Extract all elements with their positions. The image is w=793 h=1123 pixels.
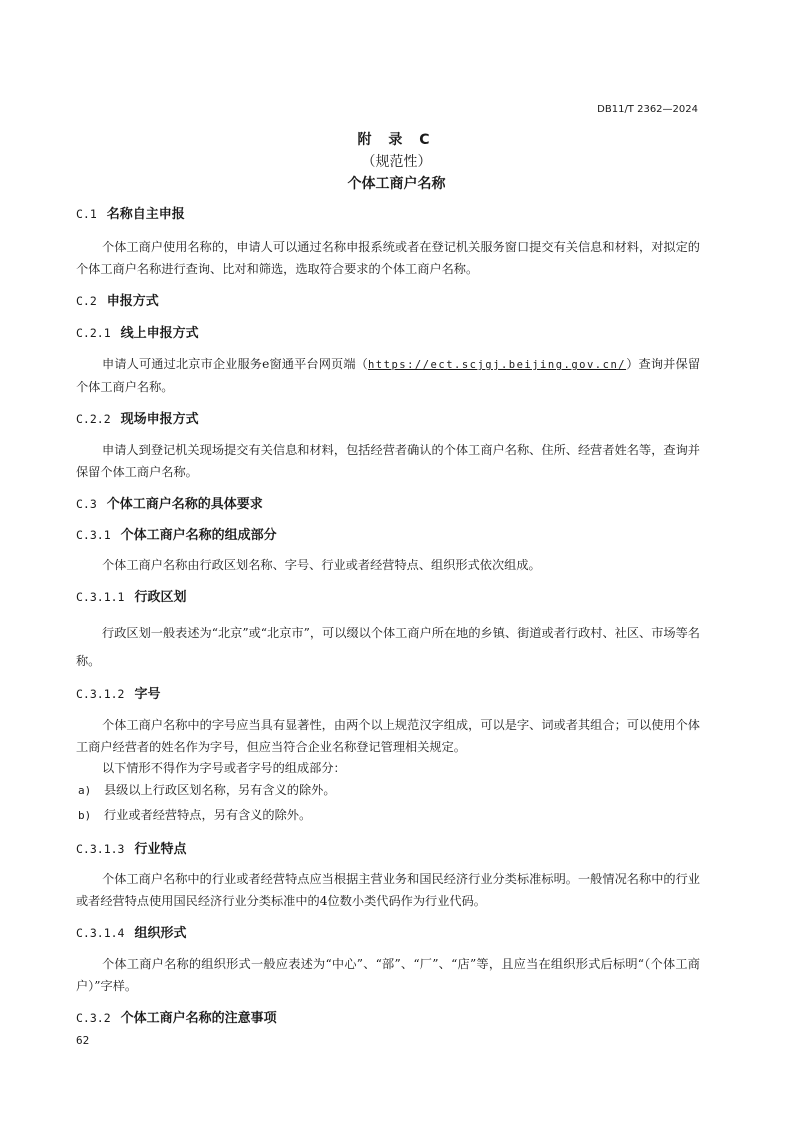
section-heading-c3-1-1 (76, 586, 700, 605)
paragraph: 个体工商户名称中的行业或者经营特点应当根据主营业务和国民经济行业分类标准标明。一般情况名称中的行业或者经营特点使用国民经济行业分类标准中的4位数小类代码作为行业代码。 (76, 872, 700, 908)
paragraph: 个体工商户名称的组织形式一般应表述为“中心”、“部”、“厂”、“店”等，且应当在组织形式后标明“（个体工商户）”字样。 (76, 957, 700, 993)
appendix-name: 个体工商户名称 (347, 176, 446, 192)
section-title: 线上申报方式 (120, 326, 199, 341)
section-number: C.2.2 (76, 412, 111, 426)
section-number: C.3.1 (76, 528, 111, 542)
section-title: 申报方式 (106, 294, 159, 309)
section-heading-c3 (76, 493, 700, 512)
list-item (76, 778, 700, 803)
section-heading-c1 (76, 203, 700, 222)
section-heading-c2-2 (76, 408, 700, 427)
paragraph: 个体工商户使用名称的，申请人可以通过名称申报系统或者在登记机关服务窗口提交有关信息和材料，对拟定的个体工商户名称进行查询、比对和筛选，选取符合要求的个体工商户名称。 (76, 240, 700, 276)
appendix-title: 附 录 C (357, 132, 436, 148)
section-number: C.3.1.3 (76, 842, 125, 856)
page-number: 62 (76, 1034, 90, 1047)
section-title: 字号 (134, 687, 161, 702)
section-title: 行政区划 (134, 590, 187, 605)
list-marker: b) (78, 809, 92, 822)
section-heading-c2 (76, 290, 700, 309)
paragraph: 以下情形不得作为字号或者字号的组成部分： (102, 761, 346, 775)
section-number: C.3.2 (76, 1011, 111, 1025)
list-text: 县级以上行政区划名称，另有含义的除外。 (104, 783, 336, 797)
section-title: 个体工商户名称的组成部分 (120, 528, 277, 543)
paragraph-text: ）查询并保留个体工商户名称。 (76, 357, 701, 394)
section-heading-c3-1-2 (76, 683, 700, 702)
list-text: 行业或者经营特点，另有含义的除外。 (104, 808, 312, 822)
paragraph: 个体工商户名称中的字号应当具有显著性，由两个以上规范汉字组成，可以是字、词或者其组合；可以使用个体工商户经营者的姓名作为字号，但应当符合企业名称登记管理相关规定。 (76, 718, 700, 754)
paragraph: 申请人到登记机关现场提交有关信息和材料，包括经营者确认的个体工商户名称、住所、经营者姓名等，查询并保留个体工商户名称。 (76, 443, 700, 479)
appendix-type: （规范性） (361, 154, 432, 170)
list-marker: a) (78, 784, 92, 797)
section-number: C.3.1.2 (76, 687, 125, 701)
section-title: 个体工商户名称的注意事项 (120, 1011, 277, 1026)
paragraph: 个体工商户名称由行政区划名称、字号、行业或者经营特点、组织形式依次组成。 (102, 558, 541, 572)
section-title: 组织形式 (134, 926, 187, 941)
section-number: C.2 (76, 294, 97, 308)
section-title: 现场申报方式 (120, 412, 199, 427)
paragraph: 行政区划一般表述为“北京”或“北京市”，可以缀以个体工商户所在地的乡镇、街道或者行政村、社区、市场等名称。 (76, 626, 700, 668)
section-number: C.2.1 (76, 326, 111, 340)
document-id: DB11/T 2362—2024 (597, 104, 698, 115)
section-heading-c3-1-3 (76, 838, 700, 857)
paragraph-text: 申请人可通过北京市企业服务e窗通平台网页端（ (102, 357, 368, 371)
list-item (76, 803, 700, 828)
section-heading-c3-1-4 (76, 922, 700, 941)
section-number: C.3 (76, 497, 97, 511)
section-number: C.3.1.1 (76, 590, 125, 604)
section-heading-c3-1 (76, 524, 700, 543)
section-heading-c2-1 (76, 322, 700, 341)
paragraph (76, 353, 700, 398)
section-title: 个体工商户名称的具体要求 (106, 497, 263, 512)
section-number: C.1 (76, 207, 97, 221)
section-heading-c3-2 (76, 1007, 700, 1026)
website-link[interactable]: https://ect.scjgj.beijing.gov.cn/ (367, 359, 627, 371)
section-title: 名称自主申报 (106, 207, 185, 222)
section-title: 行业特点 (134, 842, 187, 857)
section-number: C.3.1.4 (76, 926, 125, 940)
document-body (76, 203, 700, 1026)
